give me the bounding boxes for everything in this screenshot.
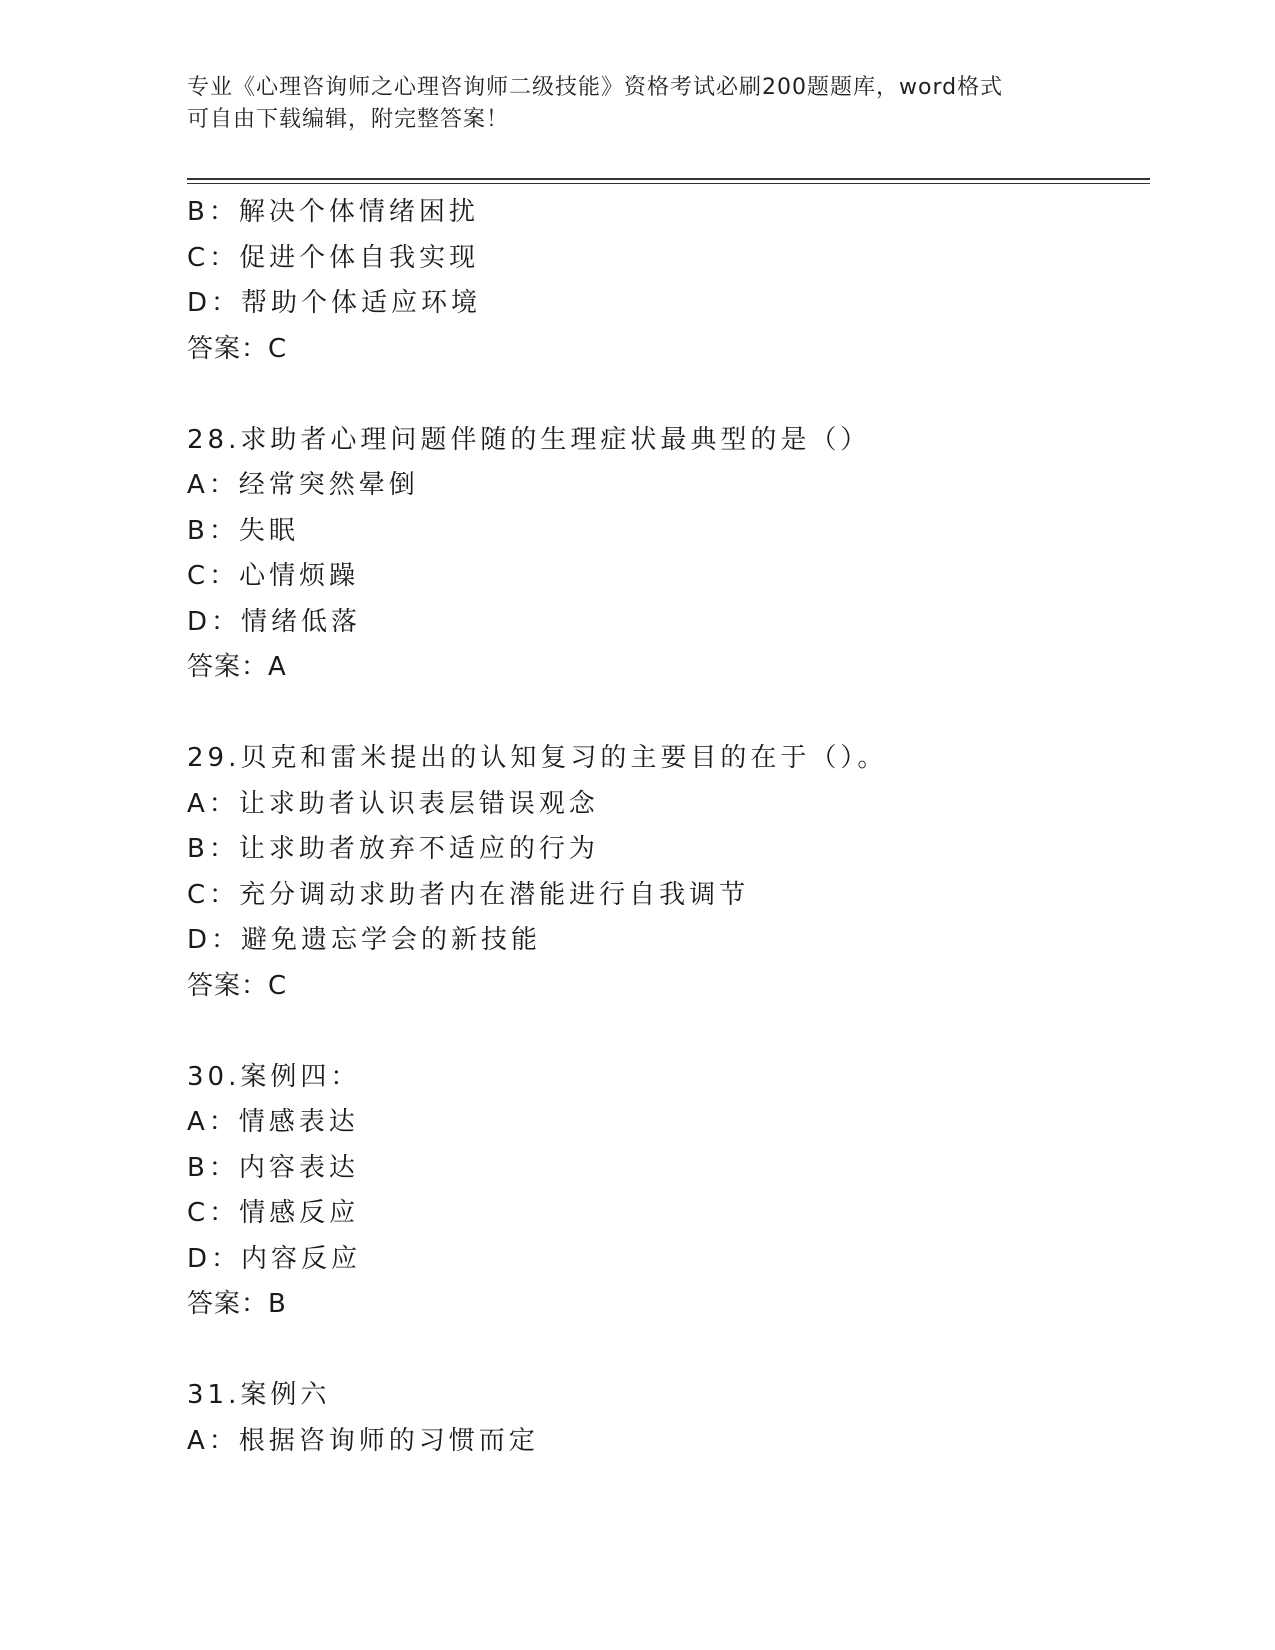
question-31-block [187, 1373, 1147, 1464]
spacer [187, 1009, 1147, 1055]
question-text: 31.案例六 [187, 1380, 331, 1410]
question-27-block [187, 190, 1147, 372]
answer: 答案：B [187, 1289, 287, 1319]
option-d: D：帮助个体适应环境 [187, 288, 482, 318]
header-line-1: 专业《心理咨询师之心理咨询师二级技能》资格考试必刷200题题库，word格式 [187, 75, 1004, 100]
question-text: 28.求助者心理问题伴随的生理症状最典型的是（） [187, 424, 871, 455]
option-b: B：内容表达 [187, 1152, 359, 1183]
spacer [187, 1328, 1147, 1374]
question-28-block [187, 418, 1147, 691]
question-29-block [187, 736, 1147, 1009]
option-d: D：情绪低落 [187, 606, 362, 637]
option-b: B：失眠 [187, 515, 299, 546]
option-b: B：让求助者放弃不适应的行为 [187, 834, 599, 864]
header-divider-thick [187, 178, 1150, 180]
option-a: A：根据咨询师的习惯而定 [187, 1425, 539, 1456]
question-text: 30.案例四： [187, 1061, 361, 1092]
answer: 答案：C [187, 970, 288, 1001]
header-line-2: 可自由下载编辑，附完整答案！ [187, 107, 510, 132]
header-divider-thin [187, 183, 1150, 184]
option-a: A：经常突然晕倒 [187, 470, 419, 500]
option-c: C：促进个体自我实现 [187, 242, 480, 273]
question-text: 29.贝克和雷米提出的认知复习的主要目的在于（）。 [187, 743, 888, 773]
option-c: C：心情烦躁 [187, 561, 360, 591]
document-header [187, 72, 1087, 136]
question-list [187, 190, 1147, 1464]
option-c: C：情感反应 [187, 1198, 360, 1228]
answer: 答案：C [187, 333, 288, 364]
option-c: C：充分调动求助者内在潜能进行自我调节 [187, 879, 750, 910]
spacer [187, 372, 1147, 418]
option-d: D：内容反应 [187, 1243, 362, 1274]
option-b: B：解决个体情绪困扰 [187, 197, 479, 227]
answer: 答案：A [187, 652, 287, 682]
spacer [187, 691, 1147, 737]
question-30-block [187, 1055, 1147, 1328]
option-a: A：让求助者认识表层错误观念 [187, 788, 599, 819]
option-a: A：情感表达 [187, 1107, 359, 1137]
option-d: D：避免遗忘学会的新技能 [187, 925, 542, 955]
